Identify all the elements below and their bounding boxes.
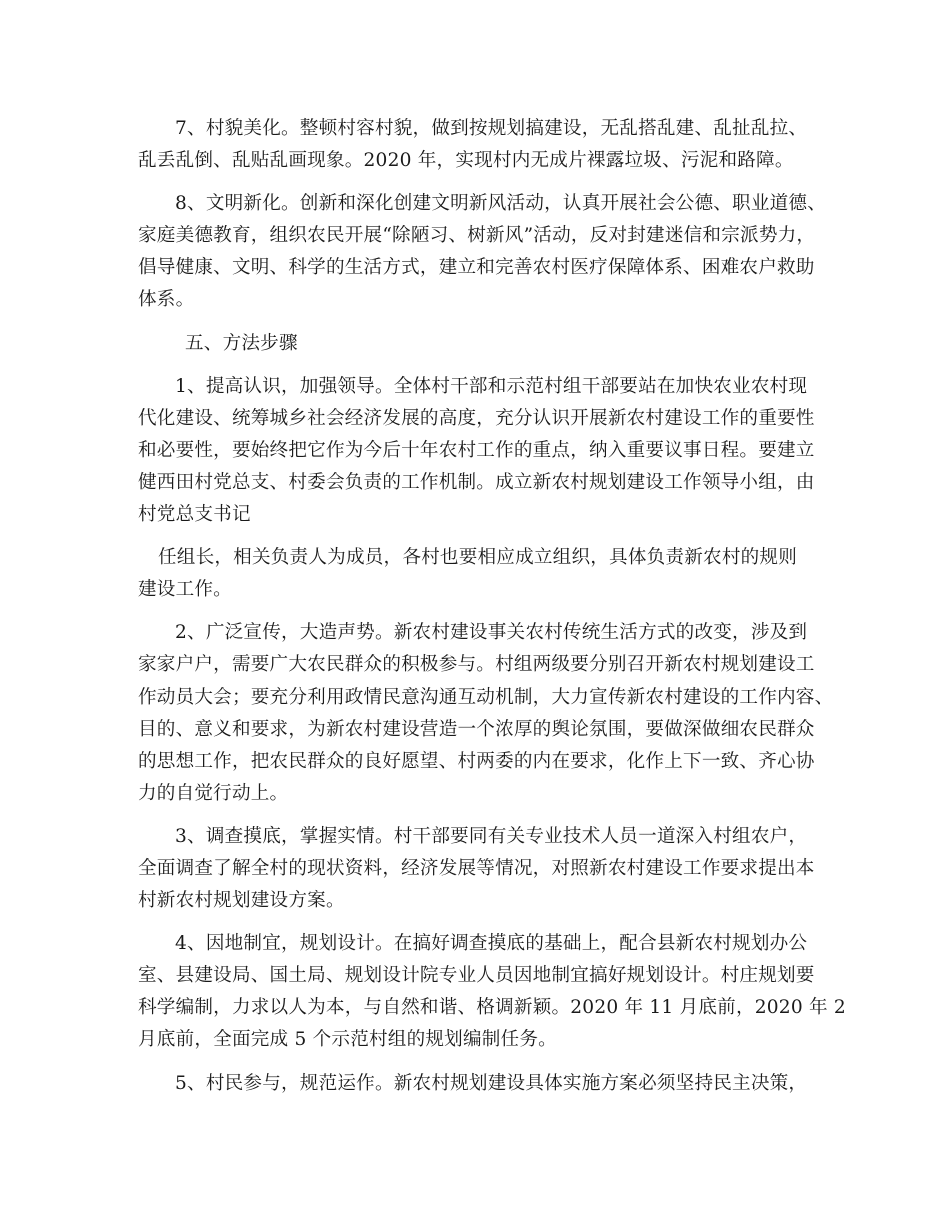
text-line: 4、因地制宜，规划设计。在搞好调查摸底的基础上，配合县新农村规划办公	[175, 933, 808, 955]
text-line: 和必要性，要始终把它作为今后十年农村工作的重点，纳入重要议事日程。要建立	[138, 439, 815, 461]
step-paragraph-1	[138, 371, 828, 531]
text-line: 倡导健康、文明、科学的生活方式，建立和完善农村医疗保障体系、困难农户救助	[138, 257, 815, 279]
text-line: 1、提高认识，加强领导。全体村干部和示范村组干部要站在加快农业农村现	[175, 375, 808, 397]
paragraph-item-8	[138, 188, 828, 316]
section-heading	[138, 328, 828, 360]
text-line: 村新农村规划建设方案。	[138, 890, 345, 912]
text-line: 2、广泛宣传，大造声势。新农村建设事关农村传统生活方式的改变，涉及到	[175, 622, 808, 644]
text-line: 月底前，全面完成 5 个示范村组的规划编制任务。	[138, 1029, 557, 1051]
text-line: 7、村貌美化。整顿村容村貌，做到按规划搞建设，无乱搭乱建、乱扯乱拉、	[175, 118, 808, 139]
text-line: 健西田村党总支、村委会负责的工作机制。成立新农村规划建设工作领导小组，由	[138, 471, 815, 493]
text-line: 乱丢乱倒、乱贴乱画现象。2020 年，实现村内无成片裸露垃圾、污泥和路障。	[138, 150, 794, 172]
text-line: 任组长，相关负责人为成员，各村也要相应成立组织，具体负责新农村的规则	[158, 547, 797, 569]
step-paragraph-1-continued	[138, 542, 828, 606]
text-line: 全面调查了解全村的现状资料，经济发展等情况，对照新农村建设工作要求提出本	[138, 857, 815, 879]
text-line: 科学编制，力求以人为本，与自然和谐、格调新颖。2020 年 11 月底前，2020 年 2	[138, 997, 846, 1019]
text-line: 家家户户，需要广大农民群众的积极参与。村组两级要分别召开新农村规划建设工	[138, 654, 815, 676]
text-line: 8、文明新化。创新和深化创建文明新风活动，认真开展社会公德、职业道德、	[175, 193, 827, 215]
text-line: 室、县建设局、国土局、规划设计院专业人员因地制宜搞好规划设计。村庄规划要	[138, 965, 815, 987]
text-line: 力的自觉行动上。	[138, 782, 289, 804]
text-line: 5、村民参与，规范运作。新农村规划建设具体实施方案必须坚持民主决策，	[175, 1072, 808, 1094]
step-paragraph-5	[138, 1068, 828, 1100]
text-line: 的思想工作，把农民群众的良好愿望、村两委的内在要求，化作上下一致、齐心协	[138, 750, 815, 772]
text-line: 代化建设、统筹城乡社会经济发展的高度，充分认识开展新农村建设工作的重要性	[138, 407, 815, 429]
text-line: 作动员大会；要充分利用政情民意沟通互动机制，大力宣传新农村建设的工作内容、	[138, 686, 834, 708]
step-paragraph-3	[138, 821, 828, 917]
text-line: 村党总支书记	[138, 504, 251, 526]
text-line: 目的、意义和要求，为新农村建设营造一个浓厚的舆论氛围，要做深做细农民群众	[138, 718, 815, 740]
paragraph-item-7	[138, 113, 828, 177]
document-body	[138, 113, 846, 1100]
text-line: 3、调查摸底，掌握实情。村干部要同有关专业技术人员一道深入村组农户，	[175, 825, 808, 847]
text-line: 家庭美德教育，组织农民开展“除陋习、树新风”活动，反对封建迷信和宗派势力，	[138, 225, 816, 247]
step-paragraph-2	[138, 617, 834, 810]
section-heading-text: 五、方法步骤	[185, 332, 298, 354]
step-paragraph-4	[138, 928, 846, 1056]
text-line: 体系。	[138, 289, 195, 311]
text-line: 建设工作。	[138, 579, 232, 601]
